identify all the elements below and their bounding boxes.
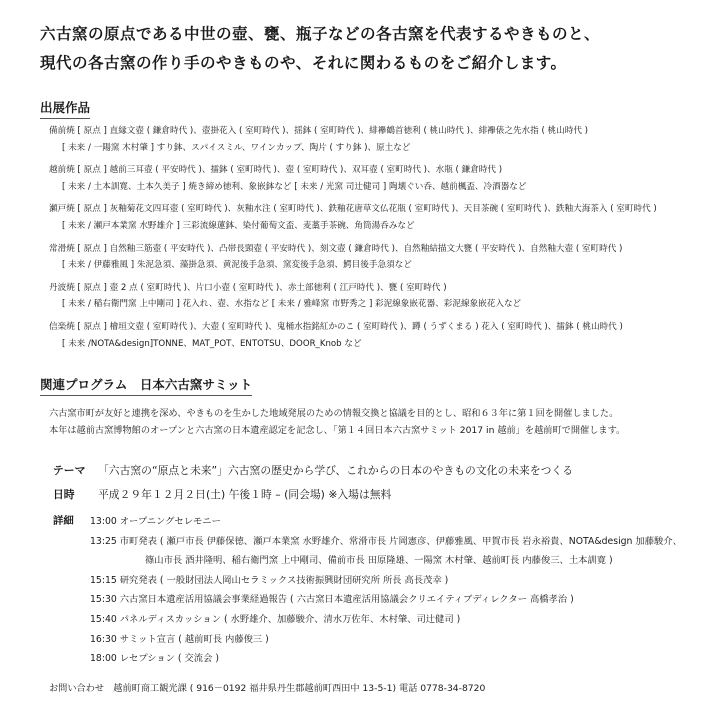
schedule-item: 15:30 六古窯日本遺産活用協議会事業経過報告 ( 六古窯日本遺産活用協議会クリエイティブディレクター 高橋孝治 ) (90, 594, 574, 606)
intro-line: 現代の各古窯の作り手のやきものや、それに関わるものをご紹介します。 (40, 54, 567, 72)
exhibit-origin-shigaraki: 信楽焼 [ 原点 ] 檜垣文壺 ( 室町時代 )、大壺 ( 室町時代 )、鬼桶水指銘紅かのこ ( 室町時代 )、蹲 ( うずくまる ) 花入 ( 室町時代 )、擂鉢 ( 桃山時代 ) (49, 321, 623, 332)
program-line: 本年は越前古窯博物館のオープンと六古窯の日本遺産認定を記念し、「第１４回日本六古窯サミット 2017 in 越前」を越前町で開催します。 (49, 425, 626, 436)
details-label: 詳細 (53, 515, 74, 527)
exhibit-origin-bizen: 備前焼 [ 原点 ] 直縁文壺 ( 鎌倉時代 )、壺掛花入 ( 室町時代 )、揺鉢 ( 室町時代 )、緋襷鶴首徳利 ( 桃山時代 )、緋襷俵之先水指 ( 桃山時代 ) (49, 126, 589, 136)
exhibit-origin-tokoname: 常滑焼 [ 原点 ] 自然釉三筋壺 ( 平安時代 )、凸帯長頸壺 ( 平安時代 )、刻文壺 ( 鎌倉時代 )、自然釉結描文大甕 ( 平安時代 )、自然釉大壺 ( 室町時代 ) (49, 243, 623, 254)
theme-block (53, 459, 573, 507)
date-text: 平成２９年１２月２日(土) 午後１時 – (同会場) ※入場は無料 (98, 488, 392, 501)
schedule-item: 13:00 オープニングセレモニー (90, 516, 221, 527)
schedule-item: 13:25 市町発表 ( 瀬戸市長 伊藤保徳、瀬戸本業窯 水野雄介、常滑市長 片岡憲彦、伊藤雅風、甲賀市長 岩永裕貴、NOTA&design 加藤駿介、 (90, 535, 682, 547)
schedule-item: 15:15 研究発表 ( 一般財団法人岡山セラミックス技術振興財団研究所 所長 高長茂幸 ) (90, 574, 449, 586)
exhibit-future-tamba: [ 未来 / 稲右衛門窯 上中剛司 ] 花入れ、壺、水指など [ 未来 / 雅峰窯 市野秀之 ] 彩泥線象嵌花器、彩泥線象嵌花入など (62, 299, 522, 310)
contact-info: お問い合わせ 越前町商工観光課 ( 916－0192 福井県丹生郡越前町西田中 13-5-1) 電話 0778-34-8720 (49, 683, 486, 694)
intro-line: 六古窯の原点である中世の壺、甕、瓶子などの各古窯を代表するやきものと、 (40, 25, 601, 43)
program-line: 六古窯市町が友好と連携を深め、やきものを生かした地域発展のための情報交換と協議を目的とし、昭和６３年に第１回を開催しました。 (49, 408, 619, 419)
program-description (49, 405, 625, 439)
program-heading: 関連プログラム 日本六古窯サミット (40, 375, 252, 396)
theme-text: 「六古窯の“原点と未来”」六古窯の歴史から学び、これからの日本のやきもの文化の未来をつくる (98, 464, 574, 477)
exhibit-future-seto: [ 未来 / 瀬戸本業窯 水野雄介 ] 三彩流線蓮鉢、染付葡萄文盃、麦藁手茶碗、角筒湯呑みなど (62, 220, 415, 231)
theme-label: テーマ (53, 464, 86, 477)
exhibit-future-echizen: [ 未来 / 土本訓寛、土本久美子 ] 焼き締め徳利、象嵌鉢など [ 未来 / 光窯 司辻健司 ] 陶壊ぐい呑、越前楓盃、冷酒器など (62, 181, 527, 192)
schedule-item: 18:00 レセプション ( 交流会 ) (90, 653, 219, 665)
exhibit-future-bizen: [ 未来 / 一陽窯 木村肇 ] すり鉢、スパイスミル、ワインカップ、陶片 ( すり鉢 )、原土など (62, 142, 411, 153)
date-label: 日時 (53, 488, 75, 501)
theme-row (53, 459, 573, 483)
exhibit-origin-echizen: 越前焼 [ 原点 ] 越前三耳壺 ( 平安時代 )、擂鉢 ( 室町時代 )、壺 ( 室町時代 )、双耳壺 ( 室町時代 )、水瓶 ( 鎌倉時代 ) (49, 165, 503, 176)
exhibit-future-shigaraki: [ 未来 /NOTA&design]TONNE、MAT_POT、ENTOTSU、DOOR_Knob など (62, 338, 362, 349)
schedule (53, 512, 682, 669)
schedule-item: 16:30 サミット宣言 ( 越前町長 内藤俊三 ) (90, 633, 269, 645)
schedule-item: 15:40 パネルディスカッション ( 水野雄介、加藤駿介、清水万佐年、木村肇、司辻健司 ) (90, 613, 461, 625)
exhibit-origin-seto: 瀬戸焼 [ 原点 ] 灰釉菊花文四耳壺 ( 室町時代 )、灰釉水注 ( 室町時代 )、鉄釉花唐草文仏花瓶 ( 室町時代 )、天目茶碗 ( 室町時代 )、鉄釉大海茶入 ( 室町時代 ) (49, 204, 657, 215)
exhibit-origin-tamba: 丹波焼 [ 原点 ] 壺 2 点 ( 室町時代 )、片口小壺 ( 室町時代 )、赤土部徳利 ( 江戸時代 )、甕 ( 室町時代 ) (49, 282, 447, 293)
exhibit-future-tokoname: [ 未来 / 伊藤雅風 ] 朱泥急須、藻掛急須、黄泥後手急須、窯変後手急須、鰐目後手急須など (62, 260, 412, 271)
date-row (53, 483, 573, 507)
exhibits-list (49, 123, 699, 352)
intro-text (40, 20, 600, 78)
exhibits-heading: 出展作品 (40, 98, 90, 119)
schedule-item-continued: 篠山市長 酒井隆明、稲右衛門窯 上中剛司、備前市長 田原隆雄、一陽窯 木村肇、越前町長 内藤俊三、土本訓寛 ) (145, 555, 613, 567)
